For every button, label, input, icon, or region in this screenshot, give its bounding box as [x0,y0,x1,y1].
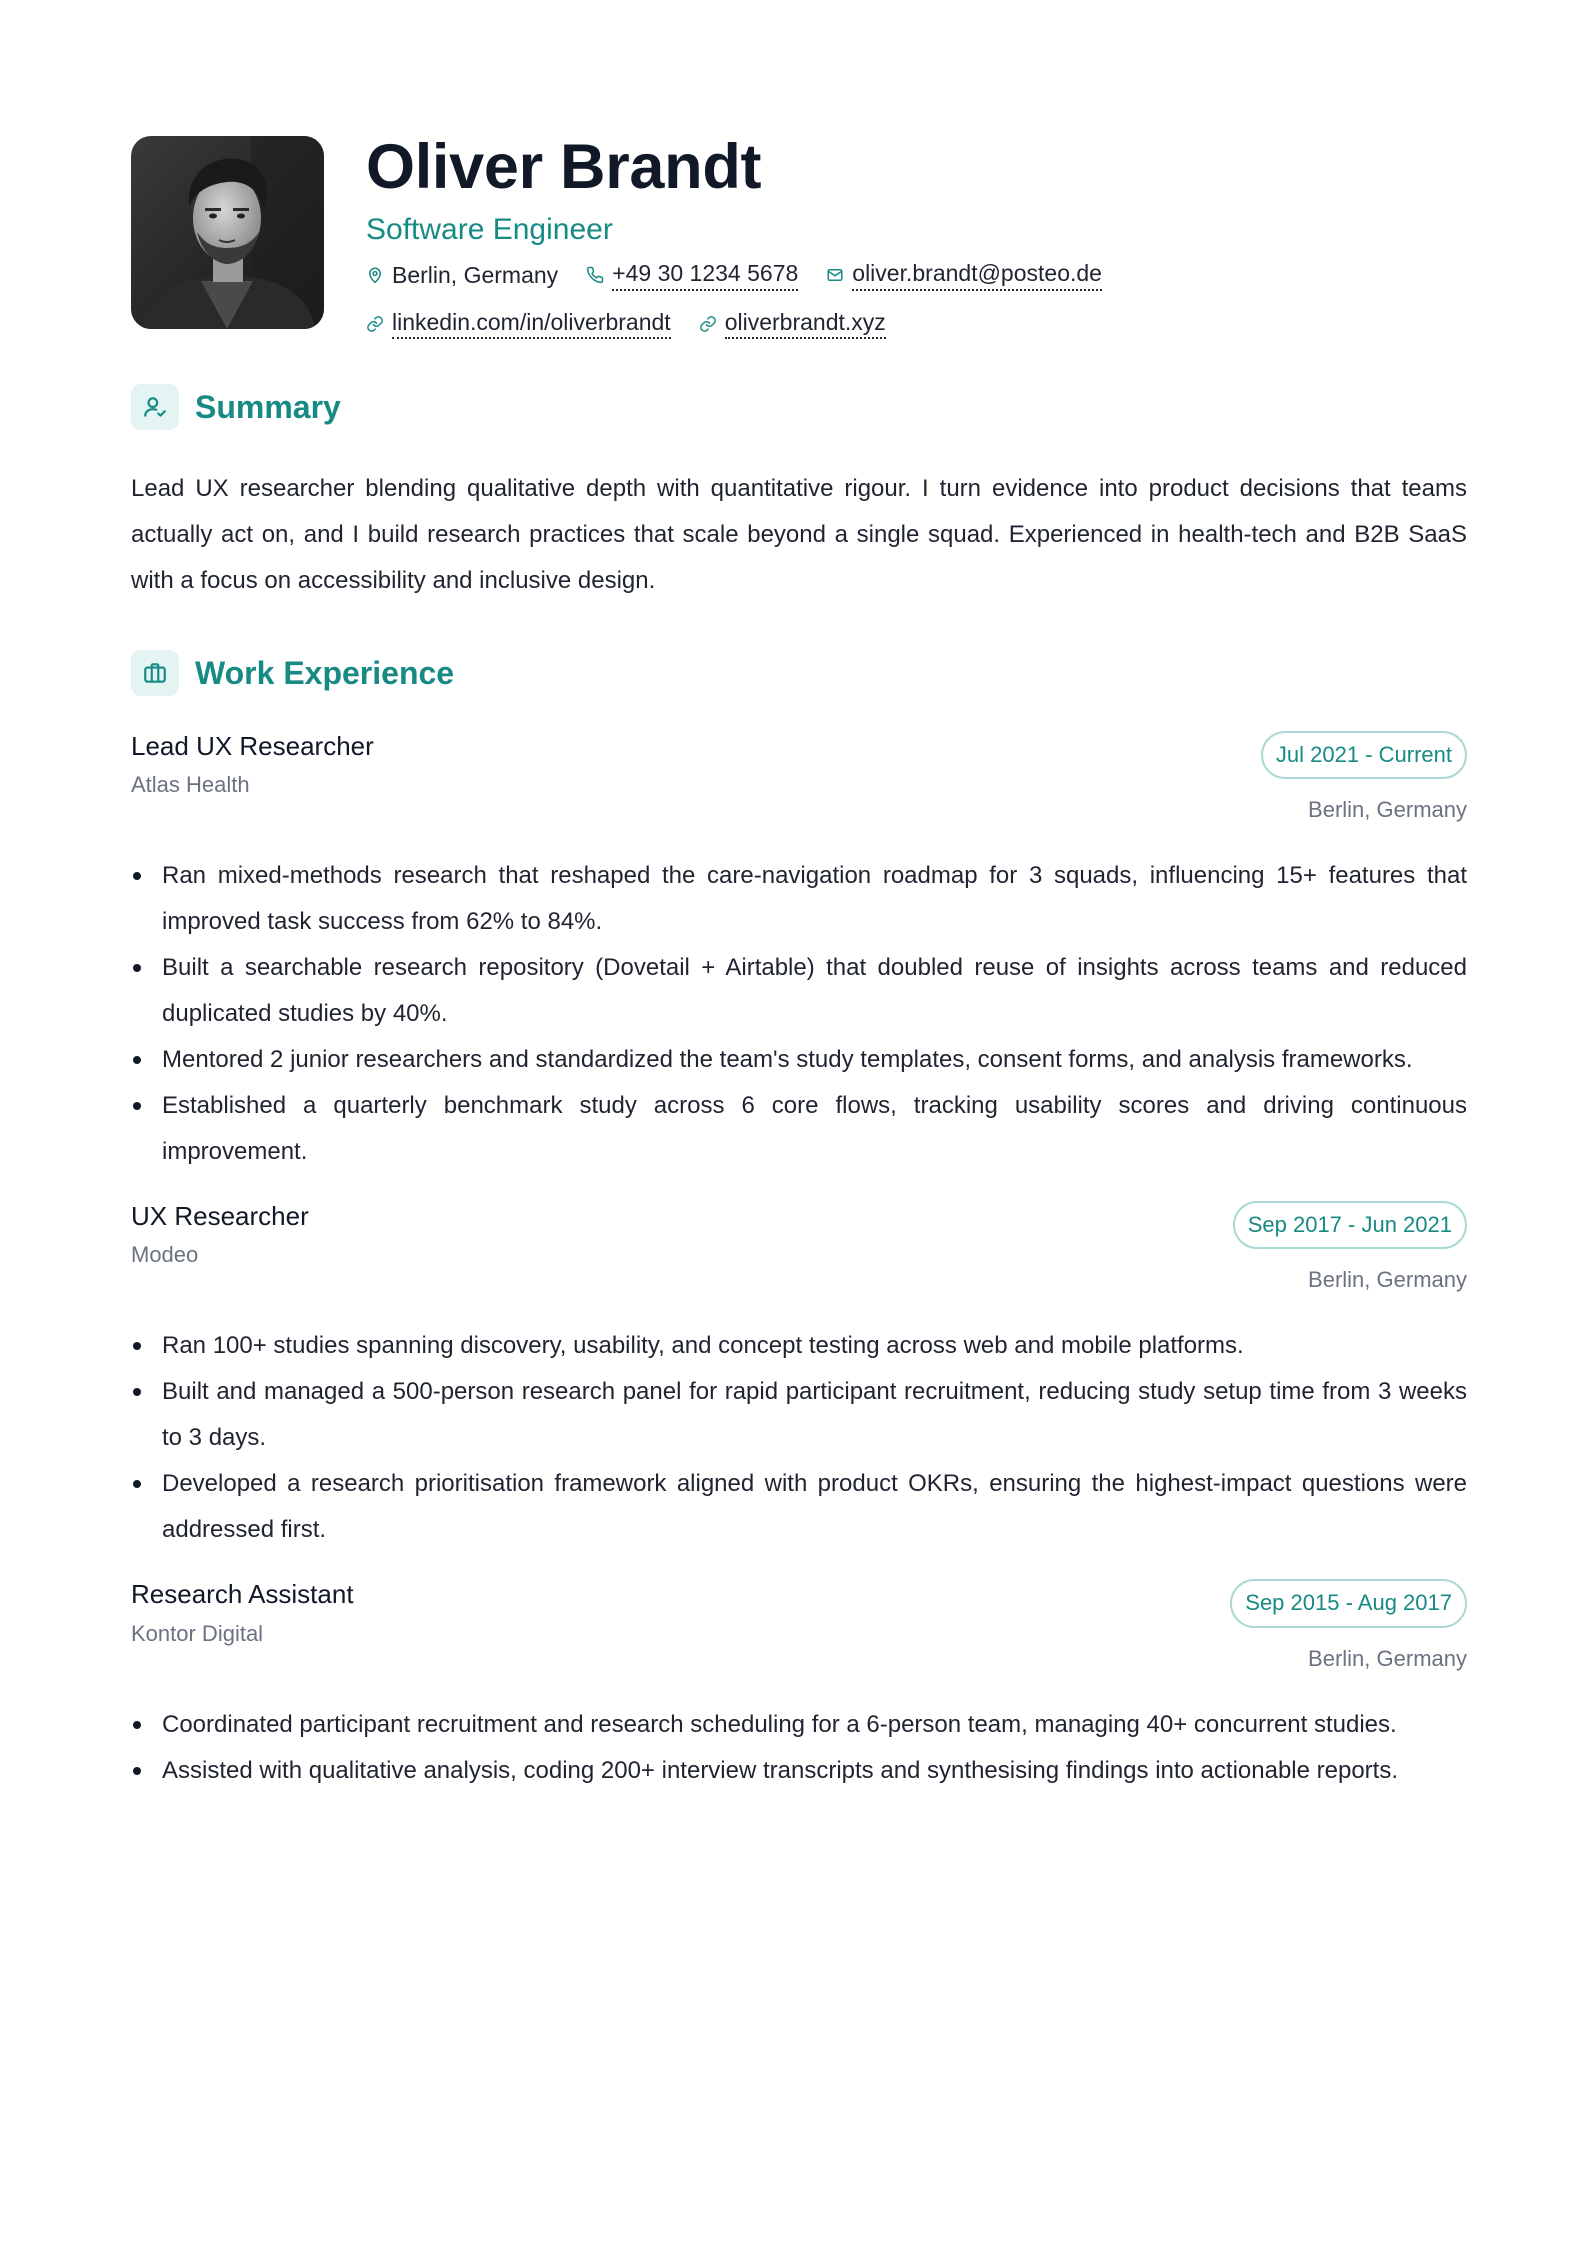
location-pin-icon [366,266,384,284]
bullet-item: Assisted with qualitative analysis, coding 200+ interview transcripts and synthesising findings into actionable reports. [131,1748,1467,1794]
summary-badge [131,384,179,430]
bullet-item: Built and managed a 500-person research panel for rapid participant recruitment, reducing study setup time from 3 weeks to 3 days. [131,1369,1467,1461]
contact-location [366,262,558,290]
job-title: UX Researcher [131,1201,309,1232]
location-text: Berlin, Germany [392,261,559,288]
header-info [366,132,1130,339]
link-icon [699,315,717,333]
contact-email[interactable] [826,260,1102,291]
phone-icon [586,266,604,284]
job-location: Berlin, Germany [1308,1267,1467,1293]
job-company: Kontor Digital [131,1620,264,1646]
experience-badge [131,650,179,696]
contact-website[interactable] [699,309,886,340]
bullet-item: Built a searchable research repository (Dovetail + Airtable) that doubled reuse of insights across teams and reduced duplicated studies by 40%. [131,945,1467,1037]
experience-heading [131,650,1467,696]
linkedin-link[interactable]: linkedin.com/in/oliverbrandt [392,309,671,340]
candidate-name: Oliver Brandt [366,132,762,202]
candidate-role: Software Engineer [366,213,613,246]
phone-link[interactable]: +49 30 1234 5678 [612,260,798,291]
job-entry [131,731,1467,1175]
bullet-item: Developed a research prioritisation framework aligned with product OKRs, ensuring the highest-impact questions were addressed first. [131,1461,1467,1553]
job-company: Modeo [131,1242,199,1268]
website-link[interactable]: oliverbrandt.xyz [725,309,886,340]
email-link[interactable]: oliver.brandt@posteo.de [852,260,1102,291]
user-check-icon [142,394,168,420]
resume-page [131,132,1467,1794]
contact-row-links [366,309,1130,340]
summary-title: Summary [195,388,341,425]
date-badge: Sep 2015 - Aug 2017 [1230,1579,1467,1627]
resume-header [131,132,1467,335]
job-entry [131,1201,1467,1553]
job-location: Berlin, Germany [1308,797,1467,823]
bullet-item: Coordinated participant recruitment and research scheduling for a 6-person team, managing 40+ concurrent studies. [131,1702,1467,1748]
job-bullets [131,853,1467,1175]
job-bullets [131,1323,1467,1553]
job-location: Berlin, Germany [1308,1645,1467,1671]
job-bullets [131,1702,1467,1794]
job-entry [131,1579,1467,1793]
job-title: Research Assistant [131,1579,354,1610]
contact-phone[interactable] [586,260,798,291]
profile-photo [131,136,324,329]
contact-linkedin[interactable] [366,309,671,340]
job-title: Lead UX Researcher [131,731,374,761]
date-badge: Sep 2017 - Jun 2021 [1233,1201,1467,1249]
date-badge: Jul 2021 - Current [1261,731,1467,779]
briefcase-icon [142,660,168,686]
bullet-item: Established a quarterly benchmark study across 6 core flows, tracking usability scores and driving continuous improvement. [131,1083,1467,1175]
bullet-item: Mentored 2 junior researchers and standardized the team's study templates, consent forms, and analysis frameworks. [131,1037,1467,1083]
summary-heading [131,384,1467,430]
experience-title: Work Experience [195,654,455,691]
summary-text: Lead UX researcher blending qualitative depth with quantitative rigour. I turn evidence into product decisions that teams actually act on, and I build research practices that scale beyond a single squad. Experienced in health-tech and B2B SaaS with a focus on accessibility and inclusive design. [131,475,1467,594]
contact-row-primary [366,260,1130,291]
job-company: Atlas Health [131,772,250,798]
mail-icon [826,266,844,284]
link-icon [366,315,384,333]
bullet-item: Ran mixed-methods research that reshaped the care-navigation roadmap for 3 squads, influencing 15+ features that improved task success from 62% to 84%. [131,853,1467,945]
bullet-item: Ran 100+ studies spanning discovery, usability, and concept testing across web and mobile platforms. [131,1323,1467,1369]
